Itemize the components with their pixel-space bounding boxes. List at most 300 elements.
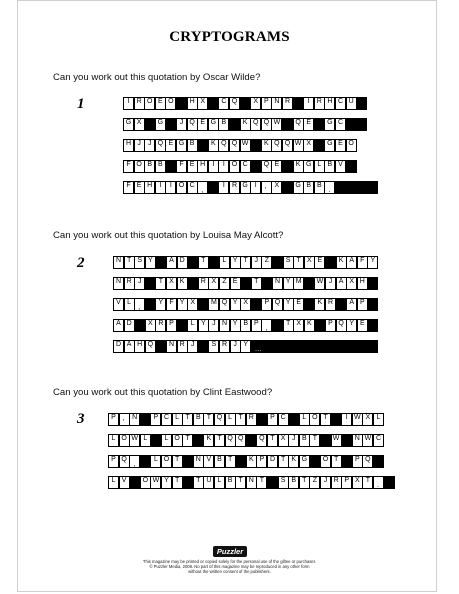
black-square [251,298,262,311]
black-square [304,277,315,290]
letter-square [187,97,198,110]
letter-square [172,476,183,489]
cipher-letter: W [332,435,340,442]
letter-square [271,139,282,152]
cipher-letter: L [143,435,148,442]
cipher-letter: I [307,98,310,105]
cipher-letter: R [231,182,238,189]
cipher-letter: Y [164,477,169,484]
letter-square [346,256,357,269]
letter-square [172,455,183,468]
letter-square [150,413,161,426]
cipher-letter: X [274,182,280,189]
black-square [140,413,151,426]
cipher-letter: E [189,161,195,168]
letter-square [303,160,314,173]
cipher-letter: Q [284,140,291,147]
cipher-letter: J [179,119,184,126]
letter-square [278,413,289,426]
cipher-letter: D [126,320,132,327]
cipher-letter: P [328,320,333,327]
letter-square [134,181,145,194]
letter-square [134,118,145,131]
black-square [346,160,357,173]
cipher-letter: H [125,140,132,147]
black-square [293,340,304,353]
letter-square [346,139,357,152]
cipher-letter: X [296,320,302,327]
black-square [331,413,342,426]
letter-square [134,298,145,311]
letter-square [362,413,373,426]
letter-square [314,97,325,110]
cipher-letter: Q [227,435,233,442]
letter-square [267,434,278,447]
cipher-letter: B [306,182,312,189]
cipher-letter: L [153,456,158,463]
letter-square [113,277,124,290]
cipher-letter: E [157,98,163,105]
black-square [193,434,204,447]
letter-square [261,97,272,110]
cipher-letter: R [200,278,206,285]
cipher-letter: R [284,98,291,105]
letter-square [272,298,283,311]
black-square [367,277,378,290]
letter-square [161,455,172,468]
letter-square [123,139,134,152]
letter-square [219,277,230,290]
black-square [346,181,357,194]
cipher-letter: C [189,182,195,189]
letter-square [251,277,262,290]
letter-square [303,97,314,110]
cipher-letter: Q [189,119,195,126]
cipher-letter: E [168,140,174,147]
cipher-letter: R [158,320,164,327]
cipher-letter: A [126,341,132,348]
letter-square [251,256,262,269]
cipher-letter: Q [263,119,270,126]
black-square [356,181,367,194]
cipher-letter: Y [232,320,238,327]
black-square [341,434,352,447]
letter-square [314,277,325,290]
cipher-letter: K [338,257,344,264]
letter-square [155,139,166,152]
cipher-letter: G [157,119,164,126]
cipher-letter: L [376,414,381,421]
letter-square [155,298,166,311]
letter-square [271,118,282,131]
cipher-letter: L [317,161,322,168]
cipher-letter: B [316,182,322,189]
black-square [155,256,166,269]
letter-square [123,97,134,110]
cipher-letter: X [169,278,174,285]
cipher-letter: X [200,98,206,105]
letter-square [119,476,130,489]
letter-square [134,160,145,173]
letter-square [357,298,368,311]
letter-square [314,160,325,173]
letter-square [177,298,188,311]
cipher-letter: E [306,119,312,126]
cipher-letter: T [201,257,206,264]
letter-square [144,139,155,152]
cipher-letter: N [115,278,122,285]
letter-square [256,455,267,468]
letter-square [203,455,214,468]
letter-square [314,298,325,311]
letter-square [193,413,204,426]
cipher-letter: G [327,119,333,126]
letter-square [155,319,166,332]
letter-square [129,413,140,426]
black-square [346,118,357,131]
letter-square [373,476,384,489]
cipher-letter: T [185,414,190,421]
letter-square [193,476,204,489]
letter-square [172,434,183,447]
cipher-letter: S [211,341,217,348]
cipher-letter: X [253,98,259,105]
letter-square [288,455,299,468]
letter-square [161,476,172,489]
cipher-letter: Q [274,140,280,147]
letter-square [240,139,251,152]
cipher-letter: D [115,341,122,348]
cipher-letter: L [127,299,132,306]
cipher-letter: X [243,299,249,306]
cipher-letter: O [163,456,170,463]
cipher-letter: B [147,161,153,168]
cipher-letter: P [354,456,360,463]
letter-square [134,139,145,152]
letter-square [145,319,156,332]
cipher-letter: W [364,435,372,442]
cipher-letter: F [169,299,174,306]
letter-square [357,256,368,269]
black-square [357,340,368,353]
letter-square [325,298,336,311]
letter-square [214,476,225,489]
cipher-letter: R [327,299,334,306]
cipher-letter: O [168,98,174,105]
cipher-letter: X [365,414,371,421]
letter-square [187,340,198,353]
cipher-letter: C [280,414,286,421]
letter-square [229,160,240,173]
black-square [282,160,293,173]
cipher-letter: X [349,278,355,285]
letter-square [119,455,130,468]
letter-square [293,160,304,173]
black-square [155,340,166,353]
cipher-letter: T [196,477,201,484]
cipher-letter: J [190,341,195,348]
cipher-letter: T [285,320,291,327]
letter-square [113,340,124,353]
cipher-letter: W [131,435,138,442]
cipher-letter: H [147,182,153,189]
letter-square [352,434,363,447]
cipher-letter: W [316,278,324,285]
letter-square [346,277,357,290]
letter-square [261,118,272,131]
letter-square [145,340,156,353]
letter-square [165,139,176,152]
letter-square [240,340,251,353]
cipher-letter: T [185,435,190,442]
cipher-letter: N [354,435,360,442]
letter-square [214,434,225,447]
cipher-letter: O [231,161,238,168]
letter-square [155,97,166,110]
letter-square [346,319,357,332]
letter-square [197,118,208,131]
letter-square [272,277,283,290]
cipher-letter: Y [285,278,291,285]
letter-square [219,340,230,353]
cipher-letter: N [115,257,122,264]
black-square [198,298,209,311]
cipher-letter: A [116,320,121,327]
cipher-letter: B [217,456,222,463]
letter-square [140,434,151,447]
cipher-letter: L [164,435,169,442]
black-square [208,97,219,110]
cipher-letter: K [295,161,301,168]
letter-square [218,97,229,110]
black-square [129,476,140,489]
letter-square [119,413,130,426]
letter-square [303,118,314,131]
letter-square [357,277,368,290]
letter-square [325,277,336,290]
letter-square [240,118,251,131]
letter-square [187,118,198,131]
letter-square [198,319,209,332]
letter-square [324,181,335,194]
cipher-letter: U [348,98,354,105]
letter-square [314,256,325,269]
letter-square [352,413,363,426]
letter-square [208,277,219,290]
black-square [267,476,278,489]
cipher-letter: B [227,477,233,484]
letter-square [314,181,325,194]
cipher-letter: P [344,477,350,484]
cipher-letter: T [238,414,243,421]
cipher-letter: F [179,161,184,168]
letter-square [251,319,262,332]
letter-square [208,340,219,353]
letter-square [166,340,177,353]
cipher-letter: Q [221,299,228,306]
letter-square [219,256,230,269]
cipher-letter: Z [222,278,227,285]
letter-square [283,319,294,332]
black-square [240,97,251,110]
letter-square [367,256,378,269]
cipher-letter: K [206,435,212,442]
black-square [235,455,246,468]
black-square [356,97,367,110]
cipher-letter: N [195,456,201,463]
letter-square [336,319,347,332]
letter-square [240,256,251,269]
cipher-letter: G [210,119,217,126]
letter-square [240,319,251,332]
cipher-letter: K [179,278,185,285]
cipher-letter: P [264,299,270,306]
cipher-letter: I [222,161,225,168]
letter-square [230,340,241,353]
letter-square [129,434,140,447]
black-square [373,455,384,468]
letter-square [113,298,124,311]
cipher-letter: L [111,477,116,484]
letter-square [282,97,293,110]
cipher-letter: K [291,456,297,463]
letter-square [150,455,161,468]
black-square [197,139,208,152]
black-square [182,455,193,468]
letter-square [304,256,315,269]
letter-square [182,413,193,426]
black-square [246,434,257,447]
letter-square [282,139,293,152]
letter-square [187,160,198,173]
letter-square [293,256,304,269]
letter-square [303,181,314,194]
letter-square [108,455,119,468]
letter-square [203,434,214,447]
black-square [182,476,193,489]
cipher-letter: P [359,299,365,306]
letter-square [336,256,347,269]
cipher-letter: T [270,435,275,442]
letter-square [246,455,257,468]
cipher-letter: O [136,161,142,168]
cipher-letter: E [200,119,206,126]
cipher-letter: K [242,119,248,126]
letter-square [335,139,346,152]
black-square [304,298,315,311]
cipher-letter: I [169,182,172,189]
cipher-letter: T [302,477,307,484]
cipher-letter: T [254,278,259,285]
letter-square [113,256,124,269]
letter-square [165,181,176,194]
letter-square [208,118,219,131]
letter-square [145,256,156,269]
punctuation-mark: ' [264,187,267,194]
black-square [250,139,261,152]
letter-square [240,160,251,173]
letter-square [177,256,188,269]
letter-square [261,181,272,194]
letter-square [187,319,198,332]
letter-square [335,97,346,110]
letter-square [283,277,294,290]
cipher-letter: V [206,456,212,463]
letter-square [299,434,310,447]
letter-square [256,434,267,447]
letter-square [271,97,282,110]
letter-square [203,476,214,489]
letter-square [229,181,240,194]
letter-square [235,434,246,447]
letter-square [166,319,177,332]
black-square [251,340,262,353]
cipher-letter: T [365,477,371,484]
letter-square [267,413,278,426]
cipher-letter: L [302,414,307,421]
cipher-letter: Q [157,140,164,147]
black-square [272,340,283,353]
letter-square [113,319,124,332]
cipher-letter: Z [264,257,270,264]
letter-square [335,160,346,173]
letter-square [124,298,135,311]
black-square [208,181,219,194]
letter-square [119,434,130,447]
letter-square [172,413,183,426]
letter-square [309,476,320,489]
letter-square [304,319,315,332]
letter-square [261,160,272,173]
cipher-letter: X [306,140,312,147]
letter-square [176,160,187,173]
letter-square [324,118,335,131]
cipher-letter: B [291,477,297,484]
letter-square [225,434,236,447]
cipher-letter: C [337,119,344,126]
cipher-letter: J [137,140,141,147]
letter-square [250,97,261,110]
cipher-letter: I [212,161,215,168]
letter-square [108,434,119,447]
letter-square [341,476,352,489]
letter-square [144,97,155,110]
cipher-letter: H [327,98,333,105]
black-square [282,181,293,194]
puzzle-1-number: 1 [77,96,85,112]
cipher-letter: Q [263,161,270,168]
black-square [145,298,156,311]
cipher-letter: G [327,140,333,147]
cipher-letter: N [274,98,280,105]
black-square [335,181,346,194]
letter-square [208,298,219,311]
cipher-letter: L [190,320,195,327]
letter-square [197,97,208,110]
letter-square [155,160,166,173]
cipher-letter: W [152,477,160,484]
cipher-letter: V [338,161,343,168]
letter-square [219,319,230,332]
cipher-letter: T [312,435,318,442]
cipher-letter: X [190,299,196,306]
cipher-letter: C [337,98,344,105]
cipher-letter: E [136,182,142,189]
letter-square [250,181,261,194]
black-square [140,455,151,468]
cipher-letter: F [360,257,365,264]
letter-square [193,455,204,468]
